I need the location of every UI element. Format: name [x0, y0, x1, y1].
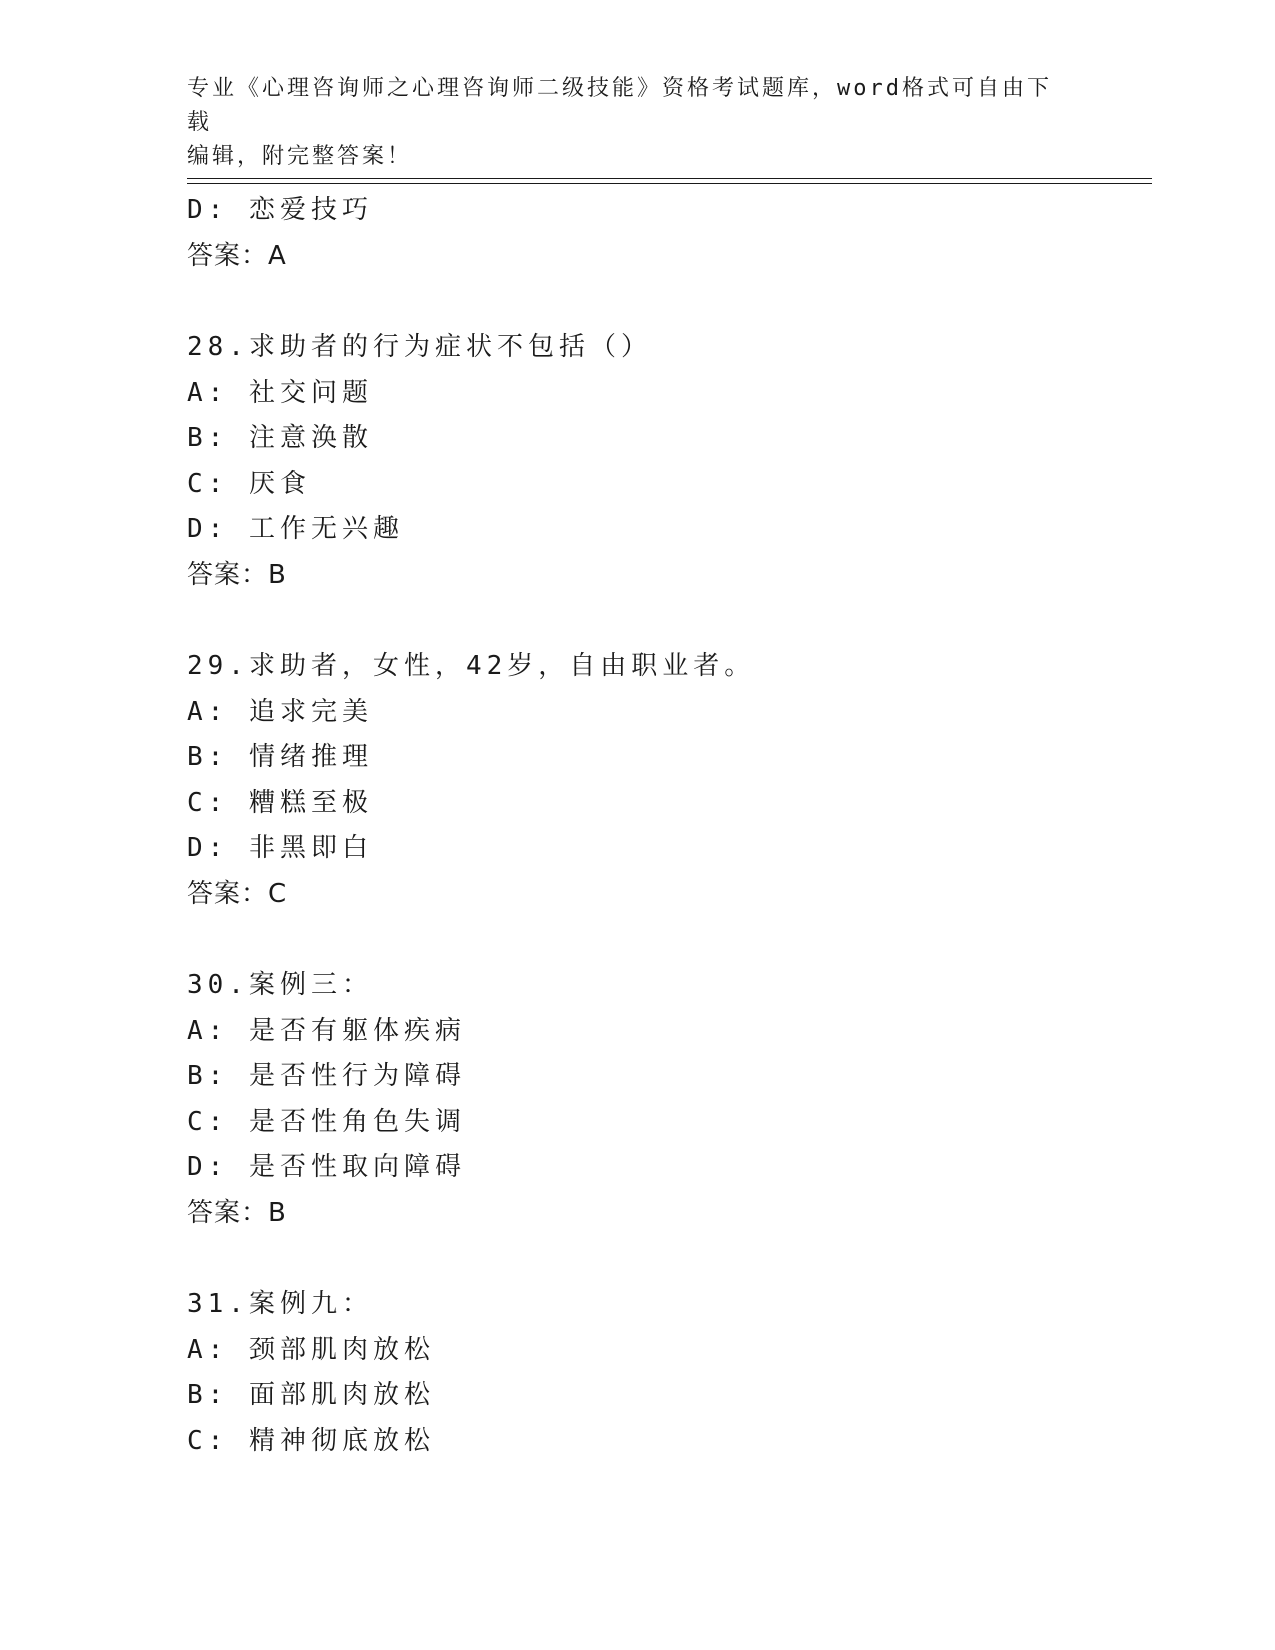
answer-line: 答案：A — [187, 240, 287, 271]
option-d: D: 工作无兴趣 — [187, 514, 404, 544]
option-b: B: 注意涣散 — [187, 423, 373, 453]
option-a: A: 追求完美 — [187, 696, 373, 727]
page-header — [187, 72, 1067, 174]
option-c: C: 厌食 — [187, 468, 311, 499]
option-b: B: 是否性行为障碍 — [187, 1061, 466, 1091]
answer-line: 答案：B — [187, 1197, 287, 1228]
question-29 — [187, 644, 1152, 917]
question-30 — [187, 963, 1152, 1236]
question-28 — [187, 325, 1152, 598]
header-line-2: 编辑，附完整答案！ — [187, 144, 413, 169]
header-line-1: 专业《心理咨询师之心理咨询师二级技能》资格考试题库，word格式可自由下载 — [187, 76, 1052, 135]
question-stem: 28.求助者的行为症状不包括（） — [187, 332, 652, 362]
option-b: B: 面部肌肉放松 — [187, 1380, 435, 1410]
option-d: D: 是否性取向障碍 — [187, 1152, 466, 1182]
question-list — [187, 188, 1152, 1464]
header-divider-top — [187, 178, 1152, 179]
option-b: B: 情绪推理 — [187, 742, 373, 772]
option-a: A: 社交问题 — [187, 377, 373, 408]
option-d: D: 非黑即白 — [187, 833, 373, 863]
option-c: C: 糟糕至极 — [187, 787, 373, 818]
option-a: A: 颈部肌肉放松 — [187, 1334, 435, 1365]
answer-line: 答案：C — [187, 878, 288, 909]
question-stem: 30.案例三： — [187, 970, 373, 1000]
question-stem: 29.求助者，女性，42岁，自由职业者。 — [187, 651, 756, 681]
answer-line: 答案：B — [187, 559, 287, 590]
header-divider-bottom — [187, 183, 1152, 184]
question-31 — [187, 1282, 1152, 1464]
option-a: A: 是否有躯体疾病 — [187, 1015, 466, 1046]
option-c: C: 是否性角色失调 — [187, 1106, 466, 1137]
option-d: D: 恋爱技巧 — [187, 195, 373, 225]
option-c: C: 精神彻底放松 — [187, 1425, 435, 1456]
question-stem: 31.案例九： — [187, 1289, 373, 1319]
